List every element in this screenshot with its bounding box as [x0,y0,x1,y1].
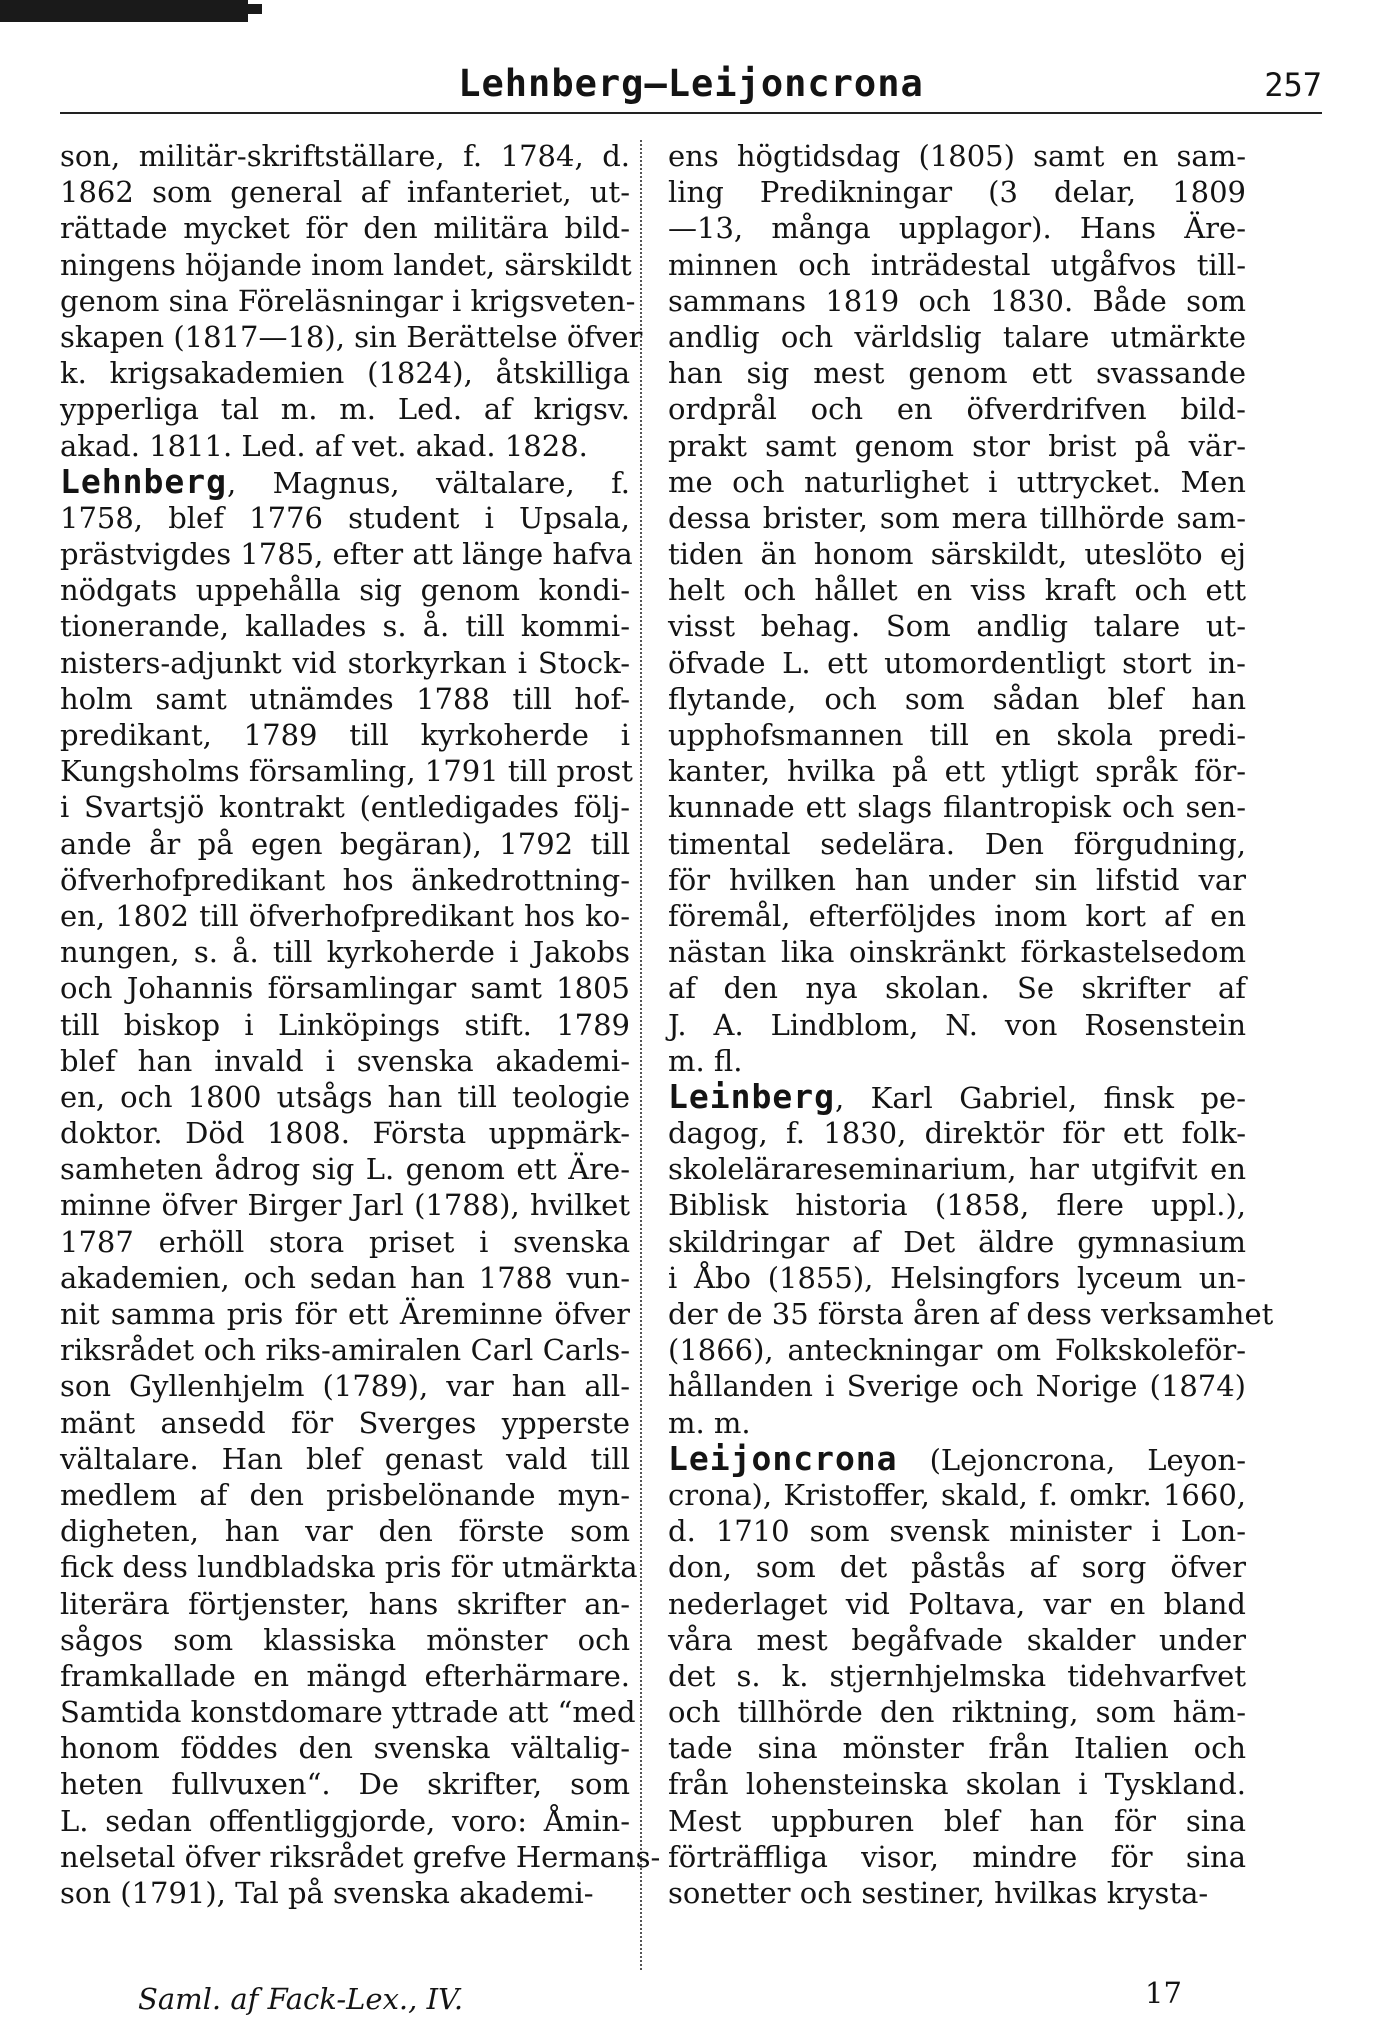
text-line: 1758, blef 1776 student i Upsala, [60,500,630,535]
text-line: nit samma pris för ett Äreminne öfver [60,1297,630,1331]
text-line: heten fullvuxen“. De skrifter, som [60,1767,630,1802]
text-line: sågos som klassiska mönster och [60,1622,630,1657]
text-line: minne öfver Birger Jarl (1788), hvilket [60,1188,630,1223]
text-line: samheten ådrog sig L. genom ett Äre- [60,1152,630,1187]
text-line: 1787 erhöll stora priset i svenska [60,1224,630,1259]
text-line: der de 35 första åren af dess verksamhet [668,1297,1274,1331]
text-line: andlig och världslig talare utmärkte [668,319,1246,354]
text-line: ordprål och en öfverdrifven bild- [668,392,1246,427]
text-line: m. m. [668,1405,751,1440]
text-line: det s. k. stjernhjelmska tidehvarfvet [668,1658,1246,1693]
text-line: minnen och inträdestal utgåfvos till- [668,247,1246,282]
scan-edge-mark [0,0,248,22]
text-line: och Johannis församlingar samt 1805 [60,971,630,1006]
text-line: nederlaget vid Poltava, var en bland [668,1586,1246,1621]
text-line: —13, många upplagor). Hans Äre- [668,211,1246,246]
text-line: (1866), anteckningar om Folkskoleför- [668,1333,1246,1368]
text-line: nelsetal öfver riksrådet grefve Hermans- [60,1839,661,1874]
text-line: fick dess lundbladska pris för utmärkta [60,1550,638,1585]
text-line: prakt samt genom stor brist på vär- [668,428,1246,463]
text-line: våra mest begåfvade skalder under [668,1622,1246,1657]
text-line: prästvigdes 1785, efter att länge hafva [60,537,633,572]
text-line: tade sina mönster från Italien och [668,1731,1246,1766]
text-line: digheten, han var den förste som [60,1514,630,1549]
text-line: dagog, f. 1830, direktör för ett folk- [668,1116,1246,1151]
text-line: kanter, hvilka på ett ytligt språk för- [668,754,1246,789]
text-line: medlem af den prisbelönande myn- [60,1477,630,1512]
text-line: skolelärareseminarium, har utgifvit en [668,1152,1246,1187]
text-line: skildringar af Det äldre gymnasium [668,1224,1246,1259]
text-line: föremål, efterföljdes inom kort af en [668,898,1246,933]
text-line: vältalare. Han blef genast vald till [60,1441,630,1476]
text-line: genom sina Föreläsningar i krigsveten- [60,283,636,318]
column-divider [640,140,642,1970]
text-line: nästan lika oinskränkt förkastelsedom [668,935,1246,970]
text-line: Lehnberg, Magnus, vältalare, f. [60,461,630,501]
right-column [668,138,1274,1911]
text-line: förträffliga visor, mindre för sina [668,1839,1246,1874]
text-line: visst behag. Som andlig talare ut- [668,609,1246,644]
text-line: timental sedelära. Den förgudning, [668,826,1246,861]
text-line: me och naturlighet i uttrycket. Men [668,464,1246,499]
text-line: Biblisk historia (1858, flere uppl.), [668,1188,1246,1223]
text-line: han sig mest genom ett svassande [668,356,1246,391]
text-line: Leijoncrona (Lejoncrona, Leyon- [668,1438,1246,1478]
text-line: mänt ansedd för Sverges ypperste [60,1405,630,1440]
text-line: af den nya skolan. Se skrifter af [668,971,1246,1006]
text-line: sonetter och sestiner, hvilkas krysta- [668,1876,1209,1910]
entry-headword: Leinberg [668,1076,835,1116]
text-line: akademien, och sedan han 1788 vun- [60,1260,630,1295]
text-line: don, som det påstås af sorg öfver [668,1550,1246,1585]
text-line: flytande, och som sådan blef han [668,681,1246,716]
text-line: nisters-adjunkt vid storkyrkan i Stock- [60,645,630,680]
text-line: son Gyllenhjelm (1789), var han all- [60,1369,630,1404]
text-line: nungen, s. å. till kyrkoherde i Jakobs [60,935,630,970]
text-line: skapen (1817—18), sin Berättelse öfver [60,319,643,354]
page-number: 257 [1264,66,1322,104]
text-line: rättade mycket för den militära bild- [60,211,630,246]
text-line: riksrådet och riks-amiralen Carl Carls- [60,1333,630,1368]
text-line: blef han invald i svenska akademi- [60,1043,630,1078]
text-line: Leinberg, Karl Gabriel, finsk pe- [668,1076,1246,1116]
text-line: ande år på egen begäran), 1792 till [60,826,630,861]
running-title: Lehnberg—Leijoncrona [458,62,924,105]
entry-headword: Leijoncrona [668,1438,898,1478]
text-line: crona), Kristoffer, skald, f. omkr. 1660, [668,1477,1246,1512]
footer-signature: Saml. af Fack-Lex., IV. [138,1982,464,2016]
text-line: L. sedan offentliggjorde, voro: Åmin- [60,1803,630,1838]
text-line: literära förtjenster, hans skrifter an- [60,1586,630,1621]
text-line: akad. 1811. Led. af vet. akad. 1828. [60,428,588,463]
text-line: upphofsmannen till en skola predi- [668,718,1246,752]
left-column [60,138,661,1911]
text-line: d. 1710 som svensk minister i Lon- [668,1514,1246,1549]
footer-sheet-number: 17 [1145,1976,1182,2010]
text-line: Samtida konstdomare yttrade att “med [60,1695,636,1730]
text-line: till biskop i Linköpings stift. 1789 [60,1007,630,1042]
text-line: doktor. Död 1808. Första uppmärk- [60,1116,630,1151]
text-line: predikant, 1789 till kyrkoherde i [60,718,630,752]
entry-headword: Lehnberg [60,461,227,501]
text-line: holm samt utnämdes 1788 till hof- [60,681,630,716]
running-header [60,58,1322,114]
text-line: tiden än honom särskildt, uteslöto ej [668,537,1246,572]
text-line: hållanden i Sverige och Norige (1874) [668,1369,1246,1404]
text-line: ens högtidsdag (1805) samt en sam- [668,139,1246,173]
text-line: nödgats uppehålla sig genom kondi- [60,573,630,608]
text-line: son, militär-skriftställare, f. 1784, d. [60,139,630,173]
text-line: ling Predikningar (3 delar, 1809 [668,175,1246,210]
text-line: sammans 1819 och 1830. Både som [668,283,1246,318]
text-line: 1862 som general af infanteriet, ut- [60,175,630,210]
text-line: helt och hållet en viss kraft och ett [668,573,1246,608]
text-line: ningens höjande inom landet, särskildt [60,247,632,282]
text-line: i Svartsjö kontrakt (entledigades följ- [60,790,630,825]
text-line: en, och 1800 utsågs han till teologie [60,1079,630,1114]
text-line: framkallade en mängd efterhärmare. [60,1658,630,1693]
text-line: öfvade L. ett utomordentligt stort in- [668,645,1246,680]
text-line: i Åbo (1855), Helsingfors lyceum un- [668,1260,1246,1295]
text-line: tionerande, kallades s. å. till kommi- [60,609,630,644]
text-line: son (1791), Tal på svenska akademi- [60,1876,594,1910]
text-line: k. krigsakademien (1824), åtskilliga [60,356,630,391]
text-line: från lohensteinska skolan i Tyskland. [668,1767,1246,1802]
text-line: Kungsholms församling, 1791 till prost [60,754,633,789]
text-line: en, 1802 till öfverhofpredikant hos ko- [60,898,630,933]
text-line: honom föddes den svenska vältalig- [60,1731,630,1766]
text-line: m. fl. [668,1043,743,1078]
text-line: J. A. Lindblom, N. von Rosenstein [668,1007,1246,1042]
text-line: öfverhofpredikant hos änkedrottning- [60,862,630,897]
text-line: kunnade ett slags filantropisk och sen- [668,790,1246,825]
text-line: ypperliga tal m. m. Led. af krigsv. [60,392,630,427]
text-line: för hvilken han under sin lifstid var [668,862,1246,897]
text-line: och tillhörde den riktning, som häm- [668,1695,1246,1730]
text-line: dessa brister, som mera tillhörde sam- [668,500,1246,535]
text-line: Mest uppburen blef han för sina [668,1803,1246,1838]
